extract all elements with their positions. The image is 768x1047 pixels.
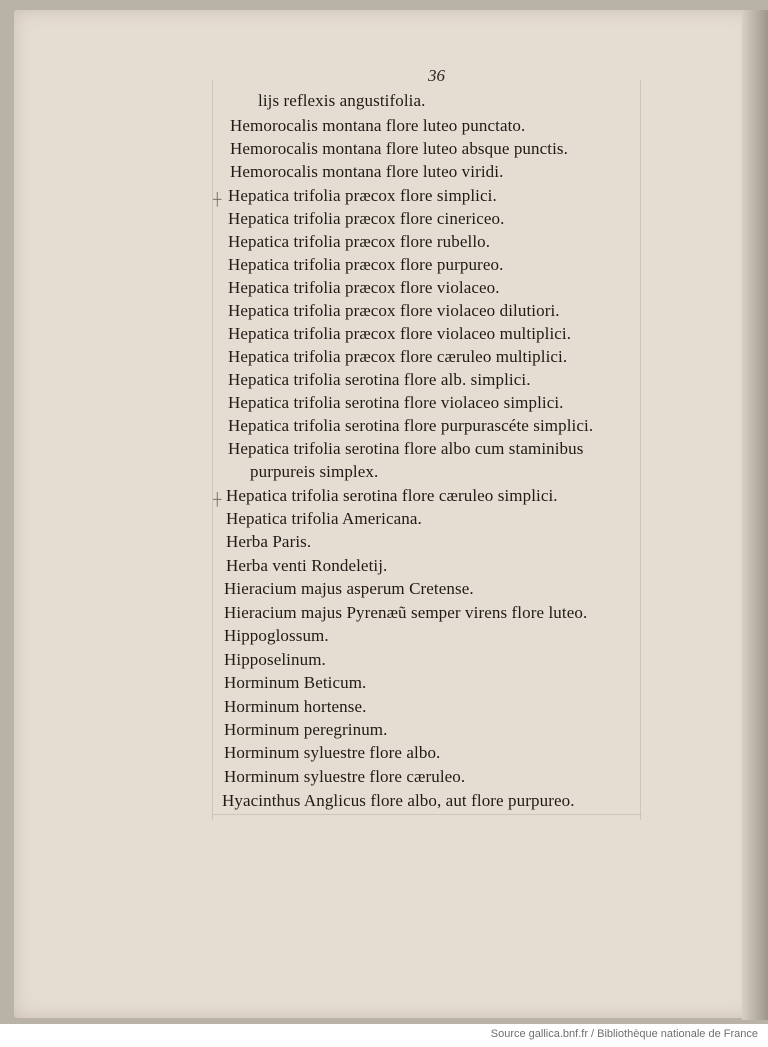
list-entry: Hepatica trifolia præcox flore violaceo. — [228, 278, 500, 297]
list-entry: purpureis simplex. — [250, 462, 379, 481]
list-entry: Hepatica trifolia serotina flore cæruleo simplici. — [226, 486, 558, 505]
list-entry: Horminum syluestre flore cæruleo. — [224, 767, 466, 786]
left-margin-rule — [212, 80, 213, 820]
list-entry: Hepatica trifolia præcox flore violaceo dilutiori. — [228, 301, 560, 320]
list-entry: Hepatica trifolia serotina flore albo cum staminibus — [228, 439, 584, 458]
margin-mark: ┼ — [213, 492, 222, 506]
list-entry: Hepatica trifolia præcox flore purpureo. — [228, 255, 504, 274]
list-entry: Horminum hortense. — [224, 697, 367, 716]
list-entry: lijs reflexis angustifolia. — [258, 91, 426, 110]
list-entry: Hyacinthus Anglicus flore albo, aut flore purpureo. — [222, 791, 575, 810]
right-margin-rule — [640, 80, 641, 820]
list-entry: Hepatica trifolia præcox flore simplici. — [228, 186, 497, 205]
list-entry: Hepatica trifolia præcox flore rubello. — [228, 232, 491, 251]
list-entry: Hepatica trifolia serotina flore purpurascéte simplici. — [228, 416, 594, 435]
list-entry: Hemorocalis montana flore luteo absque punctis. — [230, 139, 568, 158]
list-entry: Hepatica trifolia serotina flore alb. simplici. — [228, 370, 531, 389]
list-entry: Hipposelinum. — [224, 650, 326, 669]
list-entry: Hemorocalis montana flore luteo viridi. — [230, 162, 504, 181]
list-entry: Hepatica trifolia præcox flore violaceo multiplici. — [228, 324, 572, 343]
source-credit: Source gallica.bnf.fr / Bibliothèque nationale de France — [490, 1028, 758, 1040]
margin-mark: ┼ — [213, 192, 222, 206]
list-entry: Hieracium majus asperum Cretense. — [224, 579, 474, 598]
list-entry: Hepatica trifolia Americana. — [226, 509, 422, 528]
list-entry: Herba Paris. — [226, 532, 312, 551]
page-edge-shadow — [742, 10, 768, 1020]
list-entry: Hepatica trifolia serotina flore violaceo simplici. — [228, 393, 564, 412]
list-entry: Herba venti Rondeletij. — [226, 556, 388, 575]
list-entry: Horminum peregrinum. — [224, 720, 388, 739]
list-entry: Hieracium majus Pyrenæũ semper virens flore luteo. — [224, 603, 588, 622]
bottom-margin-rule — [212, 814, 642, 815]
list-entry: Hemorocalis montana flore luteo punctato. — [230, 116, 526, 135]
list-entry: Hepatica trifolia præcox flore cinericeo. — [228, 209, 505, 228]
page-number: 36 — [428, 66, 445, 85]
list-entry: Hippoglossum. — [224, 626, 329, 645]
list-entry: Hepatica trifolia præcox flore cæruleo multiplici. — [228, 347, 568, 366]
list-entry: Horminum Beticum. — [224, 673, 367, 692]
list-entry: Horminum syluestre flore albo. — [224, 743, 441, 762]
